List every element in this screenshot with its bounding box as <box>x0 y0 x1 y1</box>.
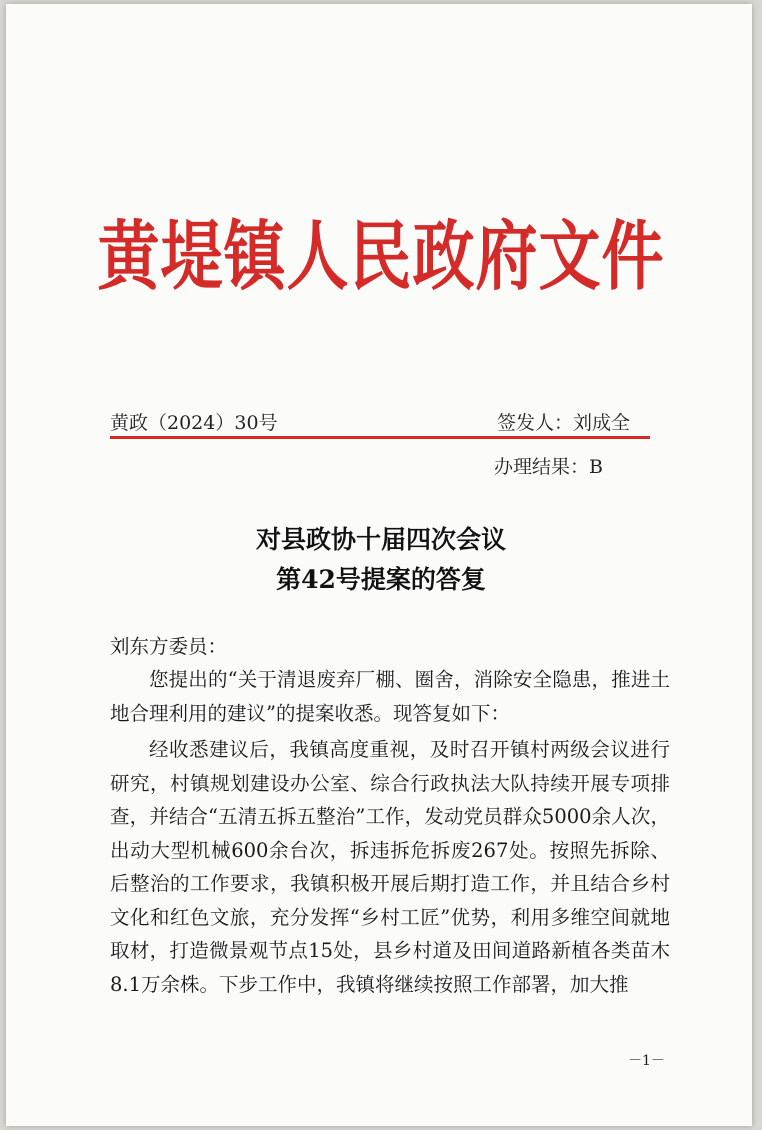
body-paragraph-2: 经收悉建议后，我镇高度重视，及时召开镇村两级会议进行研究，村镇规划建设办公室、综合行政执法大队持续开展专项排查，并结合“五清五拆五整治”工作，发动党员群众5000余人次，出动大型机械600余台次，拆违拆危拆废267处。按照先拆除、后整治的工作要求，我镇积极开展后期打造工作，并且结合乡村文化和红色文旅，充分发挥“乡村工匠”优势，利用多维空间就地取材，打造微景观节点15处，县乡村道及田间道路新植各类苗木8.1万余株。下步工作中，我镇将继续按照工作部署，加大推 <box>110 738 670 996</box>
document-number: 黄政（2024）30号 <box>110 412 278 434</box>
header-red-rule <box>110 436 650 439</box>
page-number: －1－ <box>628 1053 665 1069</box>
salutation: 刘东方委员： <box>110 635 228 658</box>
signer: 签发人：刘成全 <box>497 412 631 434</box>
document-header-title: 黄堤镇人民政府文件 <box>97 211 665 301</box>
handling-result: 办理结果：B <box>494 456 603 478</box>
body-paragraph-1: 您提出的“关于清退废弃厂棚、圈舍，消除安全隐患，推进土地合理利用的建议”的提案收悉。现答复如下： <box>110 668 670 725</box>
reply-title-line1: 对县政协十届四次会议 <box>255 525 506 554</box>
reply-title-line2: 第42号提案的答复 <box>276 565 486 594</box>
